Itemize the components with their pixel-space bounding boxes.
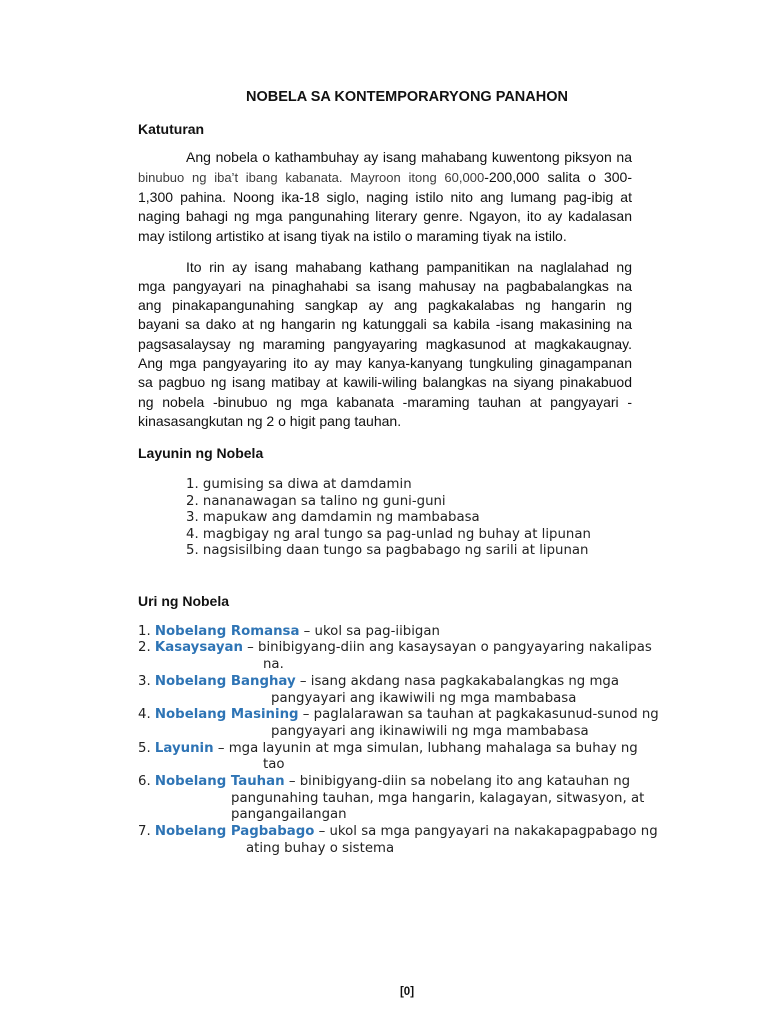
novel-type-term: Nobelang Tauhan bbox=[154, 774, 285, 790]
item-text: gumising sa diwa at damdamin bbox=[202, 477, 412, 492]
paragraph-text-segment: binubuo ng iba’t ibang kabanata. Mayroon itong 60,000 bbox=[138, 169, 485, 185]
list-item bbox=[186, 494, 591, 511]
novel-type-description: – paglalarawan sa tauhan at pagkakasunud-sunod ng bbox=[302, 707, 659, 723]
paragraph-line: Ang nobela o kathambuhay ay isang mahabang kuwentong piksyon na bbox=[186, 149, 632, 165]
novel-type-continuation: pangunahing tauhan, mga hangarin, kalagayan, sitwasyon, at bbox=[231, 790, 645, 806]
novel-type-description: – isang akdang nasa pagkakabalangkas ng mga bbox=[299, 673, 620, 689]
novel-type-item bbox=[138, 707, 659, 724]
list-item bbox=[186, 527, 591, 544]
novel-type-continuation: pangyayari ang ikinawiwili ng mga mambabasa bbox=[271, 723, 589, 739]
item-number: 2. bbox=[186, 493, 199, 509]
item-number: 3. bbox=[138, 673, 151, 689]
page-number: [0] bbox=[399, 986, 415, 998]
item-text: nananawagan sa talino ng guni-guni bbox=[202, 493, 446, 509]
novel-type-term: Kasaysayan bbox=[154, 640, 243, 656]
novel-type-description: – binibigyang-diin sa nobelang ito ang katauhan ng bbox=[288, 774, 631, 790]
paragraph-line: pagsasalaysay ng maraming pangyayaring magkasunod at magkakaugnay. bbox=[138, 335, 632, 352]
paragraph-line: ang pinakapangunahing sangkap ay ang pagkakalabas ng hangarin ng bbox=[138, 297, 632, 314]
novel-type-description: – ukol sa pag-iibigan bbox=[303, 623, 440, 639]
novel-type-continuation: na. bbox=[263, 657, 284, 673]
item-text: magbigay ng aral tungo sa pag-unlad ng buhay at lipunan bbox=[202, 526, 591, 542]
novel-type-list bbox=[138, 624, 659, 858]
novel-type-description: – binibigyang-diin ang kasaysayan o pangyayaring nakalipas bbox=[247, 640, 652, 656]
paragraph-katuturan-1 bbox=[138, 148, 632, 247]
section-heading-katuturan: Katuturan bbox=[138, 121, 205, 137]
novel-type-item bbox=[138, 824, 659, 841]
novel-type-term: Layunin bbox=[154, 740, 214, 756]
paragraph-line: kinasasangkutan ng 2 o higit pang tauhan. bbox=[138, 412, 402, 429]
item-number: 5. bbox=[186, 543, 199, 558]
item-number: 6. bbox=[138, 774, 151, 790]
novel-type-item bbox=[138, 674, 659, 691]
list-item bbox=[186, 543, 591, 560]
paragraph-line: Ang mga pangyayaring ito ay may kanya-kanyang tungkuling ginagampanan bbox=[138, 354, 632, 371]
novel-type-description: – mga layunin at mga simulan, lubhang mahalaga sa buhay ng bbox=[217, 740, 638, 756]
section-heading-uri: Uri ng Nobela bbox=[138, 593, 230, 609]
novel-type-term: Nobelang Pagbabago bbox=[154, 824, 315, 840]
novel-type-continuation: pangyayari ang ikawiwili ng mga mambabasa bbox=[271, 690, 577, 706]
list-item bbox=[186, 477, 591, 494]
item-number: 3. bbox=[186, 510, 199, 525]
paragraph-katuturan-2 bbox=[138, 258, 632, 432]
item-number: 1. bbox=[186, 477, 199, 492]
novel-type-continuation: ating buhay o sistema bbox=[246, 840, 395, 856]
item-number: 2. bbox=[138, 640, 151, 656]
novel-type-term: Nobelang Masining bbox=[154, 707, 299, 723]
novel-type-item bbox=[138, 640, 659, 657]
paragraph-line: mga pangyayari na pinaghahabi sa isang mahusay na pagbabalangkas na bbox=[138, 277, 632, 294]
purpose-list bbox=[186, 477, 591, 560]
list-item bbox=[186, 510, 591, 527]
novel-type-item bbox=[138, 741, 659, 758]
item-text: mapukaw ang damdamin ng mambabasa bbox=[202, 510, 480, 525]
novel-type-continuation: pangangailangan bbox=[231, 807, 347, 823]
paragraph-line: may istilong artistiko at isang tiyak na istilo o maraming tiyak na istilo. bbox=[138, 228, 567, 245]
paragraph-line: sa pagbuo ng isang matibay at kawili-wiling balangkas na siyang pinakabuod bbox=[138, 374, 632, 391]
document-title: NOBELA SA KONTEMPORARYONG PANAHON bbox=[246, 89, 568, 105]
paragraph-line bbox=[138, 168, 632, 188]
item-number: 4. bbox=[138, 707, 151, 723]
item-number: 7. bbox=[138, 824, 151, 840]
paragraph-line: ng nobela -binubuo ng mga kabanata -maraming tauhan at pangyayari - bbox=[138, 393, 632, 410]
paragraph-line: 1,300 pahina. Noong ika-18 siglo, naging istilo nito ang lumang pag-ibig at bbox=[138, 188, 632, 205]
novel-type-continuation: tao bbox=[263, 757, 285, 773]
paragraph-line: naging bahagi ng mga pangunahing literary genre. Ngayon, ito ay kadalasan bbox=[138, 208, 632, 225]
novel-type-description: – ukol sa mga pangyayari na nakakapagpabago ng bbox=[318, 824, 658, 840]
novel-type-item bbox=[138, 624, 659, 641]
section-heading-layunin: Layunin ng Nobela bbox=[138, 445, 264, 461]
paragraph-line: bayani sa dako at ng hangarin ng katunggali sa kabila -isang makasining na bbox=[138, 316, 632, 333]
item-number: 1. bbox=[138, 623, 151, 639]
paragraph-text-segment: -200,000 salita o 300- bbox=[484, 168, 632, 185]
novel-type-item bbox=[138, 774, 659, 791]
item-number: 5. bbox=[138, 740, 151, 756]
novel-type-term: Nobelang Romansa bbox=[154, 623, 300, 639]
paragraph-line: Ito rin ay isang mahabang kathang pampanitikan na naglalahad ng bbox=[186, 258, 632, 275]
novel-type-term: Nobelang Banghay bbox=[154, 673, 296, 689]
item-number: 4. bbox=[186, 526, 199, 542]
item-text: nagsisilbing daan tungo sa pagbabago ng sarili at lipunan bbox=[202, 543, 589, 558]
